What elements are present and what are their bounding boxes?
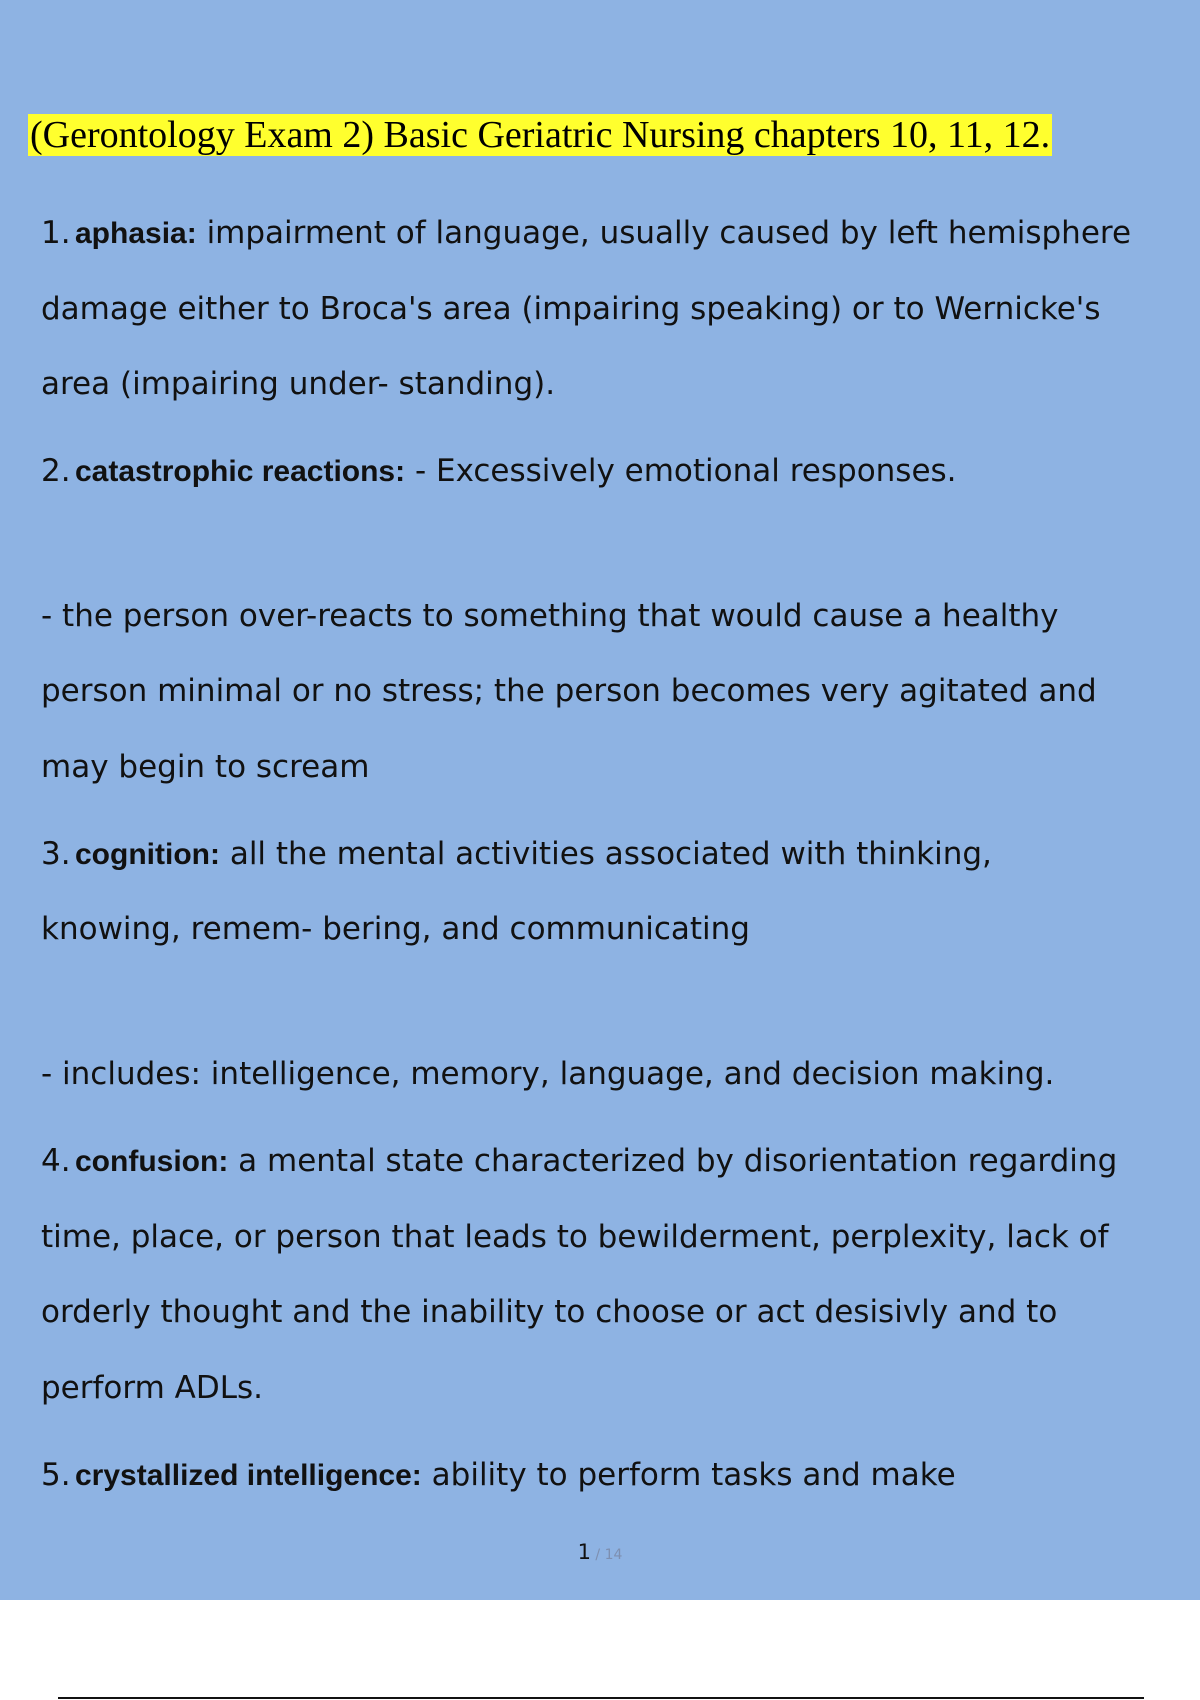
entry-cognition [41, 834, 992, 875]
entry-crystallized-intelligence [41, 1455, 956, 1496]
entry-term: crystallized intelligence: [75, 1459, 422, 1492]
entry-term: catastrophic reactions: [75, 455, 406, 488]
entry-aphasia [41, 213, 1131, 254]
entry-definition-line: damage either to Broca's area (impairing speaking) or to Wernicke's [41, 291, 1101, 327]
page-indicator [0, 1540, 1200, 1564]
total-pages: / 14 [590, 1547, 623, 1563]
entry-definition-line: knowing, remem- bering, and communicating [41, 911, 750, 947]
entry-definition: all the mental activities associated with thinking, [219, 836, 992, 872]
divider [58, 1697, 1144, 1699]
entry-number: 3. [41, 836, 71, 872]
entry-confusion [41, 1141, 1117, 1182]
entry-definition: ability to perform tasks and make [421, 1457, 956, 1493]
entry-definition: - Excessively emotional responses. [405, 453, 957, 489]
current-page: 1 [577, 1540, 591, 1564]
entry-definition-line: - includes: intelligence, memory, language, and decision making. [41, 1056, 1055, 1092]
entry-number: 2. [41, 453, 71, 489]
title-highlight: (Gerontology Exam 2) Basic Geriatric Nursing chapters 10, 11, 12. [30, 114, 1051, 156]
entry-term: aphasia: [75, 217, 197, 250]
entry-number: 5. [41, 1457, 71, 1493]
entry-definition: impairment of language, usually caused by left hemisphere [196, 215, 1132, 251]
entry-definition-line: orderly thought and the inability to choose or act desisivly and to [41, 1294, 1058, 1330]
entry-definition: a mental state characterized by disorientation regarding [228, 1143, 1118, 1179]
entry-definition-line: time, place, or person that leads to bewilderment, perplexity, lack of [41, 1219, 1109, 1255]
entry-definition-line: area (impairing under- standing). [41, 366, 556, 402]
entry-definition-line: perform ADLs. [41, 1370, 263, 1406]
entry-term: confusion: [75, 1145, 229, 1178]
entry-definition-line: - the person over-reacts to something that would cause a healthy [41, 598, 1059, 634]
entry-definition-line: person minimal or no stress; the person becomes very agitated and [41, 673, 1097, 709]
entry-term: cognition: [75, 838, 220, 871]
entry-definition-line: may begin to scream [41, 749, 370, 785]
entry-number: 4. [41, 1143, 71, 1179]
document-title [28, 110, 1052, 160]
entry-catastrophic-reactions [41, 451, 957, 492]
entry-number: 1. [41, 215, 71, 251]
